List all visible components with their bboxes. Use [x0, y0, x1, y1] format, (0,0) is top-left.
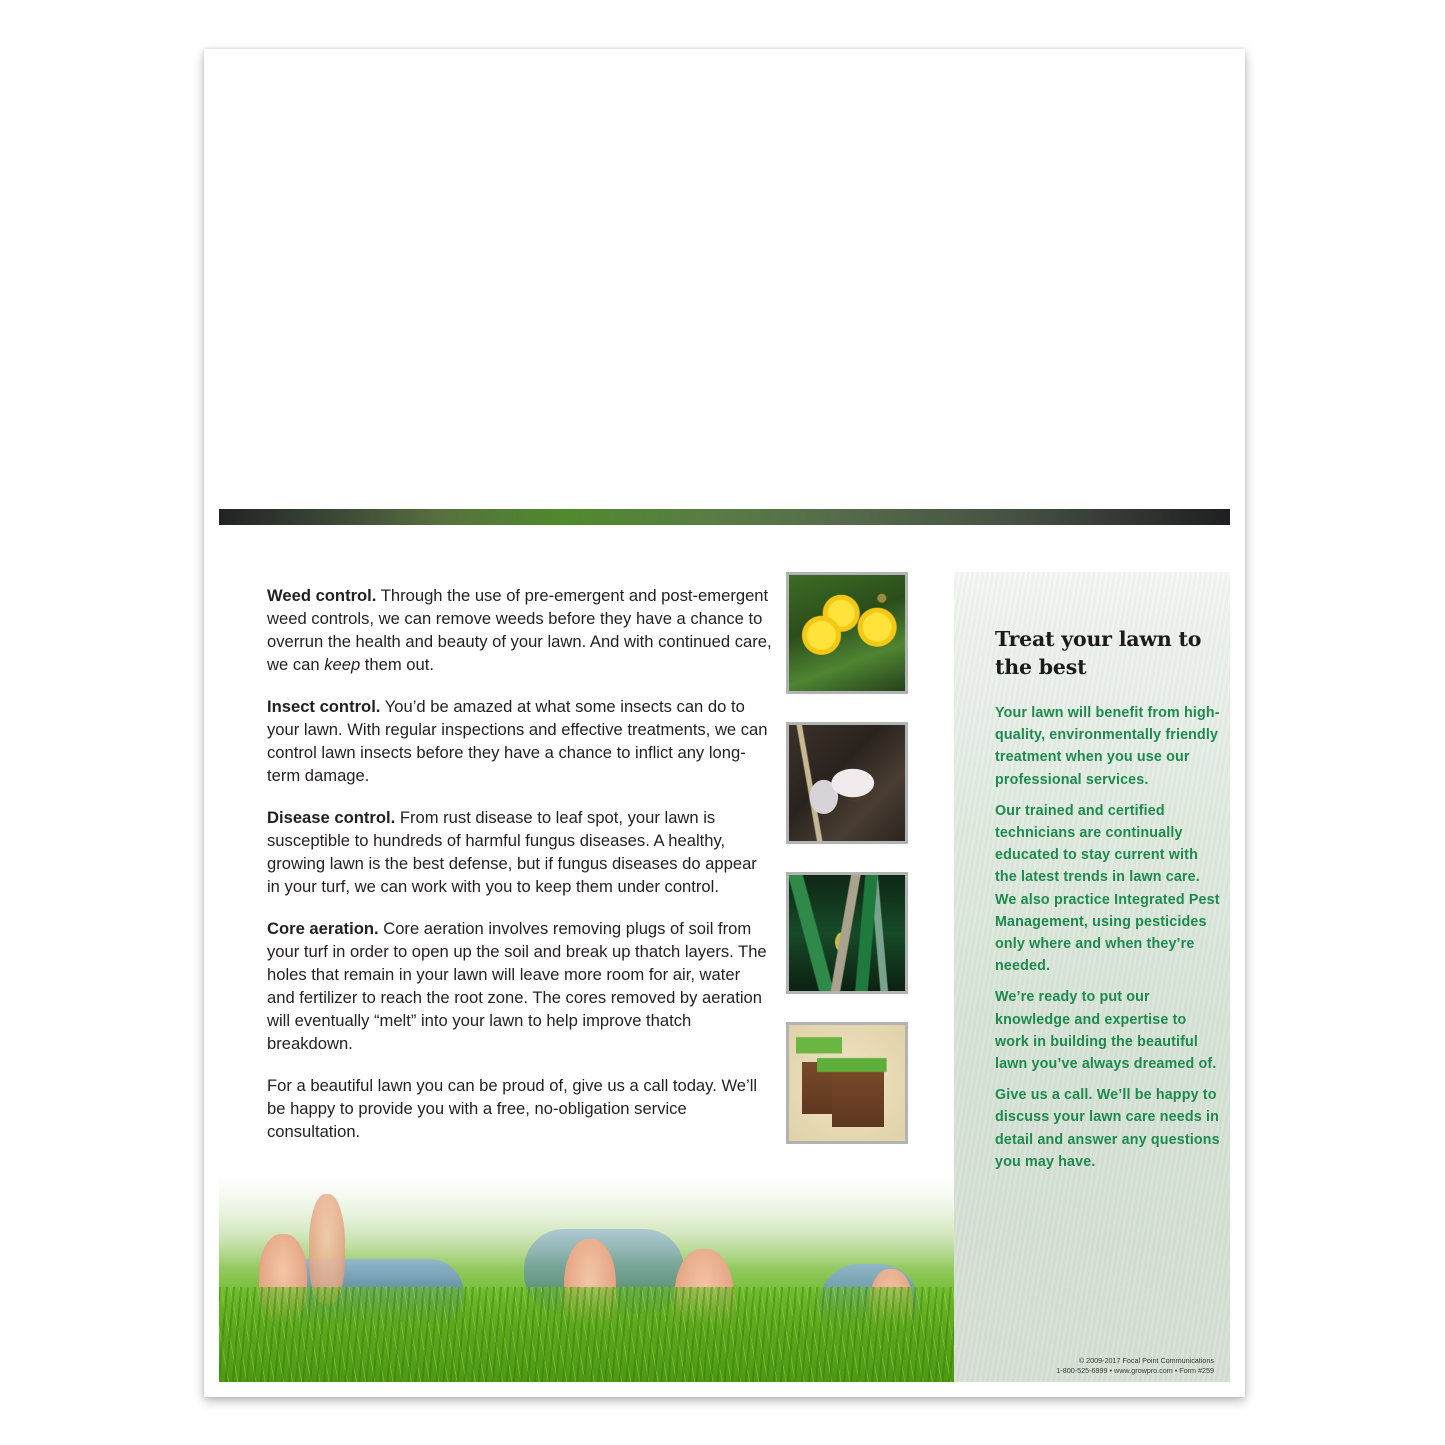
aeration-illustration	[786, 1022, 908, 1144]
flyer-page	[204, 49, 1245, 1397]
credits	[1056, 1356, 1214, 1376]
sidebar-paragraph: Give us a call. We’ll be happy to discuss your lawn care needs in detail and answer any questions you may have.	[995, 1087, 1220, 1170]
disease-control-heading: Disease control.	[267, 808, 396, 827]
sidebar-panel	[954, 572, 1230, 1382]
grub-photo	[786, 722, 908, 844]
sidebar-paragraph: We’re ready to put our knowledge and expertise to work in building the beautiful lawn you’ve always dreamed of.	[995, 989, 1217, 1073]
sidebar-paragraph: Your lawn will benefit from high-quality, environmentally friendly treatment when you use our professional services.	[995, 705, 1220, 788]
disease-control-paragraph: Disease control. From rust disease to leaf spot, your lawn is susceptible to hundreds of harmful fungus diseases. A healthy, growing lawn is the best defense, but if fungus diseases do appear in your turf, we can work with you to keep them under control.	[267, 808, 757, 896]
insect-control-heading: Insect control.	[267, 697, 381, 716]
sidebar-title: Treat your lawn to the best	[995, 627, 1202, 679]
core-aeration-heading: Core aeration.	[267, 919, 379, 938]
blank-imprint-area	[204, 49, 1245, 509]
weed-control-paragraph: Weed control. Through the use of pre-emergent and post-emergent weed controls, we can remove weeds before they have a chance to overrun the health and beauty of your lawn. And with continued care, we can keep them out.	[267, 586, 772, 674]
insect-control-paragraph: Insect control. You’d be amazed at what some insects can do to your lawn. With regular inspections and effective treatments, we can control lawn insects before they have a chance to inflict any long-term damage.	[267, 697, 768, 785]
sidebar-body	[995, 702, 1220, 1182]
gradient-divider-bar	[219, 509, 1230, 525]
grass-texture	[219, 1287, 954, 1382]
fungus-photo	[786, 872, 908, 994]
main-text-column	[267, 584, 772, 1162]
core-aeration-paragraph: Core aeration. Core aeration involves removing plugs of soil from your turf in order to open up the soil and break up thatch layers. The holes that remain in your lawn will leave more room for air, water and fertilizer to reach the root zone. The cores removed by aeration will eventually “melt” into your lawn to help improve thatch breakdown.	[267, 919, 767, 1053]
closing-paragraph: For a beautiful lawn you can be proud of, give us a call today. We’ll be happy to provide you with a free, no-obligation service consultation.	[267, 1076, 758, 1141]
copyright-text: © 2009-2017 Focal Point Communications	[1078, 1356, 1214, 1365]
thumbnail-column	[786, 572, 908, 1172]
contact-text: 1-800-525-6999 • www.growpro.com • Form #259	[1056, 1366, 1214, 1375]
weed-control-heading: Weed control.	[267, 586, 377, 605]
sidebar-paragraph: Our trained and certified technicians are continually educated to stay current with the latest trends in lawn care. We also practice Integrated Pest Management, using pesticides only where and when they’re needed.	[995, 802, 1220, 975]
hero-feet-in-grass-photo	[219, 1174, 954, 1382]
dandelion-photo	[786, 572, 908, 694]
